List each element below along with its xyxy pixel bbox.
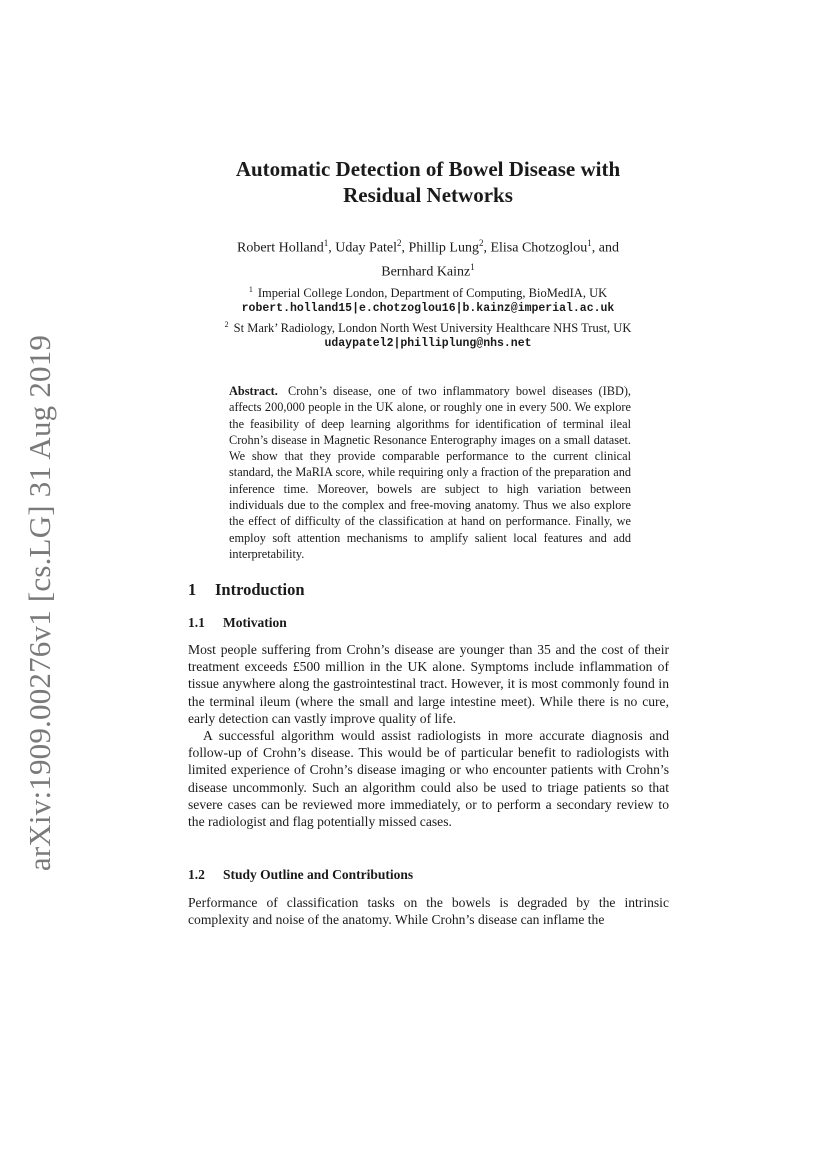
author-name: Elisa Chotzoglou bbox=[490, 240, 588, 256]
subsection-heading-study-outline bbox=[188, 867, 413, 883]
paper-title bbox=[180, 156, 676, 208]
author-name: Uday Patel bbox=[335, 240, 398, 256]
subsection-number: 1.2 bbox=[188, 867, 205, 882]
affiliation-name: Imperial College London, Department of Computing, BioMedIA, UK bbox=[257, 286, 608, 301]
author-name: Phillip Lung bbox=[408, 240, 479, 256]
abstract bbox=[229, 383, 631, 562]
author-conjunction: and bbox=[598, 240, 619, 256]
affiliation-list bbox=[150, 282, 706, 352]
author-name: Robert Holland bbox=[237, 240, 324, 256]
paragraph: A successful algorithm would assist radiologists in more accurate diagnosis and follow-up of Crohn’s disease. This would be of particular benefit to radiologists with limited experience of Crohn’s disease imaging or who encounter patients with Crohn’s disease uncommonly. Such an algorithm could also be used to triage patients so that severe cases can be reviewed more immediately, or to perform a secondary review to the radiologist and flag potentially missed cases. bbox=[188, 728, 669, 830]
study-outline-body bbox=[188, 894, 669, 928]
abstract-text: Crohn’s disease, one of two inflammatory bowel diseases (IBD), affects 200,000 people in the UK alone, or roughly one in every 500. We explore the feasibility of deep learning algorithms for identification of terminal ileal Crohn’s disease in Magnetic Resonance Enterography images on a small dataset. We show that they provide comparable performance to the current clinical standard, the MaRIA score, while requiring only a fraction of the preparation and inference time. Moreover, bowels are subject to high variation between individuals due to the complex and free-moving anatomy. Thus we also explore the effect of difficulty of the classification at hand on performance. Finally, we employ soft attention mechanisms to amplify salient local features and add interpretability. bbox=[229, 384, 631, 561]
section-title: Introduction bbox=[215, 580, 305, 599]
author-affiliation-marker: 1 bbox=[587, 238, 592, 248]
author-affiliation-marker: 1 bbox=[323, 238, 329, 248]
arxiv-identifier-stamp: arXiv:1909.00276v1 [cs.LG] 31 Aug 2019 bbox=[22, 334, 57, 872]
paper-title-line-2: Residual Networks bbox=[343, 183, 513, 207]
motivation-body bbox=[188, 641, 669, 830]
affiliation-name: St Mark’ Radiology, London North West University Healthcare NHS Trust, UK bbox=[233, 321, 632, 336]
subsection-title: Study Outline and Contributions bbox=[223, 867, 414, 882]
affiliation-marker: 1 bbox=[248, 285, 253, 294]
affiliation-institution bbox=[150, 282, 706, 301]
abstract-label: Abstract. bbox=[229, 384, 278, 398]
affiliation-emails: robert.holland15|e.chotzoglou16|b.kainz@imperial.ac.uk bbox=[241, 302, 615, 316]
author-affiliation-marker: 2 bbox=[397, 238, 402, 248]
author-list: Robert Holland$^1$, Uday Patel$^2$, Phillip Lung$^2$, Elisa Chotzoglou$^1$, and Bernhard Kainz$^1$ bbox=[237, 238, 619, 280]
affiliation-institution bbox=[150, 317, 706, 336]
author-affiliation-marker: 2 bbox=[478, 238, 484, 248]
author-name: Bernhard Kainz bbox=[381, 264, 471, 280]
affiliation-marker: 2 bbox=[224, 320, 229, 330]
subsection-heading-motivation bbox=[188, 615, 287, 631]
section-number: 1 bbox=[188, 580, 197, 599]
section-heading-introduction bbox=[188, 580, 305, 600]
paper-title-line-1: Automatic Detection of Bowel Disease with bbox=[235, 157, 621, 181]
paragraph: Performance of classification tasks on the bowels is degraded by the intrinsic complexity and noise of the anatomy. While Crohn’s disease can inflame the bbox=[188, 895, 669, 928]
paragraph: Most people suffering from Crohn’s disease are younger than 35 and the cost of their treatment exceeds £500 million in the UK alone. Symptoms include inflammation of tissue anywhere along the gastrointestinal tract. However, it is most commonly found in the terminal ileum (where the small and large intestine meet). While there is no cure, early detection can vastly improve quality of life. bbox=[188, 642, 669, 726]
subsection-number: 1.1 bbox=[188, 615, 205, 630]
subsection-title: Motivation bbox=[223, 615, 287, 630]
affiliation-emails: udaypatel2|philliplung@nhs.net bbox=[324, 337, 532, 351]
author-affiliation-marker: 1 bbox=[470, 261, 475, 272]
